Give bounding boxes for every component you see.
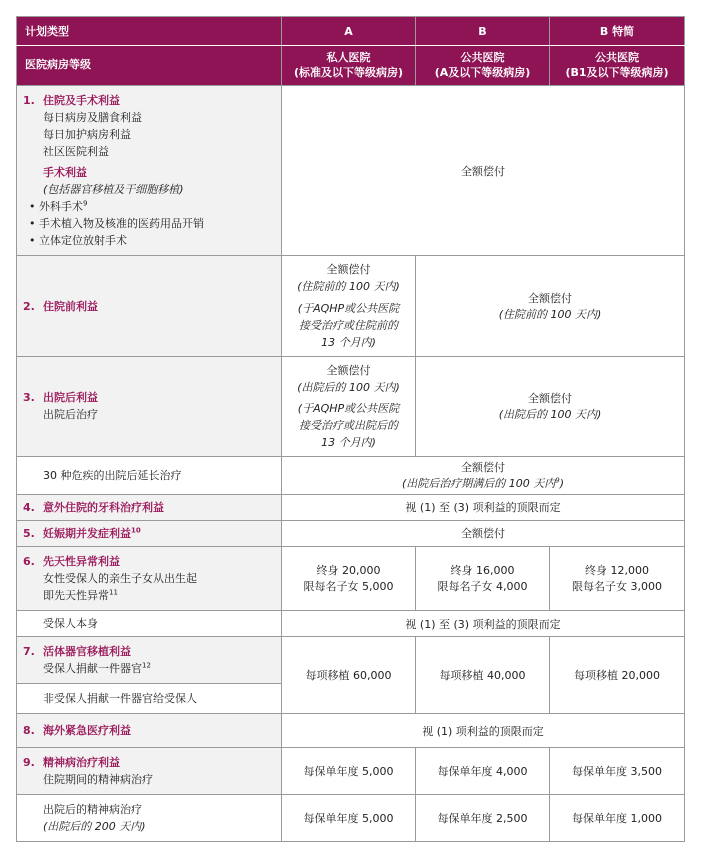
row-6-a-line1: 终身 20,000 bbox=[316, 564, 381, 578]
row-6-line2-text: 即先天性异常 bbox=[43, 588, 109, 602]
row-4-title: 意外住院的牙科治疗利益 bbox=[43, 500, 164, 514]
plan-type-header-row bbox=[17, 17, 685, 46]
ward-class-label: 医院病房等级 bbox=[17, 46, 282, 86]
ward-bs-label bbox=[550, 46, 685, 86]
row-4-value: 视 (1) 至 (3) 项利益的顶限而定 bbox=[282, 494, 685, 520]
ward-b-line1: 公共医院 bbox=[460, 50, 505, 64]
row-6-self-label: 受保人本身 bbox=[17, 611, 282, 637]
row-2-plan-a bbox=[282, 256, 416, 356]
row-9-psychiatric bbox=[17, 748, 685, 795]
row-6-line2 bbox=[23, 587, 275, 604]
row-7-organ-transplant bbox=[17, 637, 685, 684]
row-3-ext-line2-text: (出院后治疗期满后的 100 天内 bbox=[401, 477, 556, 491]
row-3-number: 3. bbox=[23, 391, 35, 405]
row-1-bullet-1: • 外科手术$^9$ bbox=[29, 199, 88, 214]
row-7-line1-text: 受保人捐献一件器官 bbox=[43, 662, 142, 676]
row-7-title: 活体器官移植利益 bbox=[43, 645, 131, 659]
row-2-label-cell bbox=[17, 256, 282, 356]
row-7-plan-b: 每项移植 40,000 bbox=[416, 637, 550, 714]
row-3-a-line2: (出院后的 100 天内) bbox=[297, 380, 400, 394]
row-2-a-line2: (住院前的 100 天内) bbox=[297, 280, 400, 294]
row-6-b-line1: 终身 16,000 bbox=[450, 564, 515, 578]
row-1-bullet-2-text: 手术植入物及核准的医药用品开销 bbox=[39, 217, 204, 231]
row-6-self bbox=[17, 611, 685, 637]
row-5-value: 全额偿付 bbox=[282, 520, 685, 546]
row-3-a-line5: 13 个月内) bbox=[321, 435, 376, 449]
row-9-plan-bs-2: 每保单年度 1,000 bbox=[550, 795, 685, 842]
row-8-title: 海外紧急医疗利益 bbox=[43, 724, 131, 738]
row-3-title: 出院后利益 bbox=[43, 391, 98, 405]
row-9-plan-bs-1: 每保单年度 3,500 bbox=[550, 748, 685, 795]
row-1-surgery-note: (包括器官移植及干细胞移植) bbox=[43, 183, 184, 197]
row-2-a-line4: 接受治疗或住院前的 bbox=[299, 318, 398, 332]
ward-bs-line2: (B1及以下等级病房) bbox=[565, 65, 669, 79]
ward-class-header-row bbox=[17, 46, 685, 86]
row-7-label-cell bbox=[17, 637, 282, 684]
row-6-label-cell bbox=[17, 546, 282, 610]
row-9-post-discharge bbox=[17, 795, 685, 842]
row-1-line-2: 每日加护病房利益 bbox=[43, 128, 131, 142]
row-3-b-line1: 全额偿付 bbox=[528, 392, 572, 406]
row-4-label-cell bbox=[17, 494, 282, 520]
row-3-ext-sup: 9 bbox=[555, 476, 560, 485]
row-6-bs-line1: 终身 12,000 bbox=[585, 564, 649, 578]
benefits-table bbox=[16, 16, 685, 842]
row-1-bullet-1-text: 外科手术 bbox=[39, 200, 83, 214]
row-9-line2-cell bbox=[17, 795, 282, 842]
row-3-extension bbox=[17, 456, 685, 494]
row-9-plan-b-2: 每保单年度 2,500 bbox=[416, 795, 550, 842]
row-1-hospital-surgery bbox=[17, 86, 685, 256]
row-5-title: 妊娠期并发症利益 bbox=[43, 526, 131, 540]
row-9-plan-a-2: 每保单年度 5,000 bbox=[282, 795, 416, 842]
row-8-value: 视 (1) 项利益的顶限而定 bbox=[282, 714, 685, 748]
row-9-plan-a-1: 每保单年度 5,000 bbox=[282, 748, 416, 795]
ward-bs-line1: 公共医院 bbox=[595, 50, 639, 64]
row-5-label-cell bbox=[17, 520, 282, 546]
row-6-plan-bs bbox=[550, 546, 685, 610]
row-3-a-line4: 接受治疗或出院后的 bbox=[299, 418, 398, 432]
row-1-bullet-1-sup: 9 bbox=[83, 199, 88, 208]
row-1-surgery-subtitle: 手术利益 bbox=[43, 166, 87, 180]
row-3-b-line2: (出院后的 100 天内) bbox=[498, 408, 602, 422]
row-7-plan-bs: 每项移植 20,000 bbox=[550, 637, 685, 714]
row-2-number: 2. bbox=[23, 299, 35, 313]
row-1-line-1: 每日病房及膳食利益 bbox=[43, 111, 142, 125]
row-3-ext-line2 bbox=[282, 475, 684, 491]
row-9-line2: 出院后的精神病治疗 bbox=[43, 803, 142, 817]
row-5-sup: 10 bbox=[131, 526, 141, 535]
row-7-plan-a: 每项移植 60,000 bbox=[282, 637, 416, 714]
row-3-ext-value bbox=[282, 456, 685, 494]
row-1-bullet-3: • 立体定位放射手术 bbox=[29, 234, 127, 248]
row-1-number: 1. bbox=[23, 94, 35, 107]
row-5-pregnancy bbox=[17, 520, 685, 546]
row-2-a-line1: 全额偿付 bbox=[326, 263, 371, 277]
row-6-title: 先天性异常利益 bbox=[43, 554, 120, 568]
ward-a-line1: 私人医院 bbox=[326, 50, 371, 64]
row-2-a-line3: (于AQHP或公共医院 bbox=[297, 301, 400, 315]
row-3-post-hospital bbox=[17, 356, 685, 456]
row-3-ext-line1: 全额偿付 bbox=[461, 461, 505, 475]
row-3-a-line1: 全额偿付 bbox=[326, 363, 371, 377]
row-3-a-line3: (于AQHP或公共医院 bbox=[297, 401, 400, 415]
row-6-number: 6. bbox=[23, 554, 35, 568]
row-3-plan-a bbox=[282, 356, 416, 456]
row-4-dental bbox=[17, 494, 685, 520]
plan-b-special-label: B 特简 bbox=[550, 17, 685, 46]
row-1-bullet-2: • 手术植入物及核准的医药用品开销 bbox=[29, 217, 204, 231]
row-9-line2-note: (出院后的 200 天内) bbox=[43, 820, 146, 834]
row-8-number: 8. bbox=[23, 724, 35, 738]
row-5-number: 5. bbox=[23, 526, 35, 540]
row-1-label-cell bbox=[17, 86, 282, 256]
row-1-bullet-3-text: 立体定位放射手术 bbox=[39, 234, 127, 248]
ward-a-line2: (标准及以下等级病房) bbox=[293, 65, 404, 79]
row-3-ext-close: ) bbox=[559, 477, 565, 491]
row-2-b-line1: 全额偿付 bbox=[528, 292, 572, 306]
row-6-self-value: 视 (1) 至 (3) 项利益的顶限而定 bbox=[282, 611, 685, 637]
row-6-congenital bbox=[17, 546, 685, 610]
row-8-label-cell bbox=[17, 714, 282, 748]
row-3-plan-b bbox=[416, 356, 685, 456]
row-1-line-3: 社区医院利益 bbox=[43, 145, 109, 159]
row-6-bs-line2: 限每名子女 3,000 bbox=[572, 580, 662, 594]
row-6-plan-b bbox=[416, 546, 550, 610]
row-6-line2-sup: 11 bbox=[109, 588, 118, 597]
row-7-line2: 非受保人捐献一件器官给受保人 bbox=[17, 684, 282, 714]
row-9-number: 9. bbox=[23, 756, 35, 770]
row-9-line1: 住院期间的精神病治疗 bbox=[43, 773, 153, 787]
row-3-ext-label: 30 种危疾的出院后延长治疗 bbox=[17, 456, 282, 494]
row-9-label-cell bbox=[17, 748, 282, 795]
row-6-a-line2: 限每名子女 5,000 bbox=[303, 580, 394, 594]
row-7-number: 7. bbox=[23, 645, 35, 659]
ward-b-label bbox=[416, 46, 550, 86]
row-4-number: 4. bbox=[23, 500, 35, 514]
row-2-pre-hospital bbox=[17, 256, 685, 356]
row-3-label-cell bbox=[17, 356, 282, 456]
plan-a-label: A bbox=[282, 17, 416, 46]
row-7-line1-sup: 12 bbox=[142, 661, 151, 670]
row-6-line1: 女性受保人的亲生子女从出生起 bbox=[43, 571, 197, 585]
plan-b-label: B bbox=[416, 17, 550, 46]
row-8-overseas bbox=[17, 714, 685, 748]
row-2-title: 住院前利益 bbox=[43, 299, 98, 313]
row-9-plan-b-1: 每保单年度 4,000 bbox=[416, 748, 550, 795]
ward-b-line2: (A及以下等级病房) bbox=[434, 65, 531, 79]
row-3-line: 出院后治疗 bbox=[43, 408, 98, 422]
row-1-value: 全额偿付 bbox=[282, 86, 685, 256]
row-2-a-line5: 13 个月内) bbox=[321, 335, 376, 349]
row-6-b-line2: 限每名子女 4,000 bbox=[437, 580, 528, 594]
row-2-b-line2: (住院前的 100 天内) bbox=[498, 308, 602, 322]
plan-type-label: 计划类型 bbox=[17, 17, 282, 46]
ward-a-label bbox=[282, 46, 416, 86]
row-2-plan-b bbox=[416, 256, 685, 356]
row-9-title: 精神病治疗利益 bbox=[43, 756, 120, 770]
row-7-line1 bbox=[23, 660, 275, 677]
row-1-title: 住院及手术利益 bbox=[43, 94, 120, 107]
row-6-plan-a bbox=[282, 546, 416, 610]
